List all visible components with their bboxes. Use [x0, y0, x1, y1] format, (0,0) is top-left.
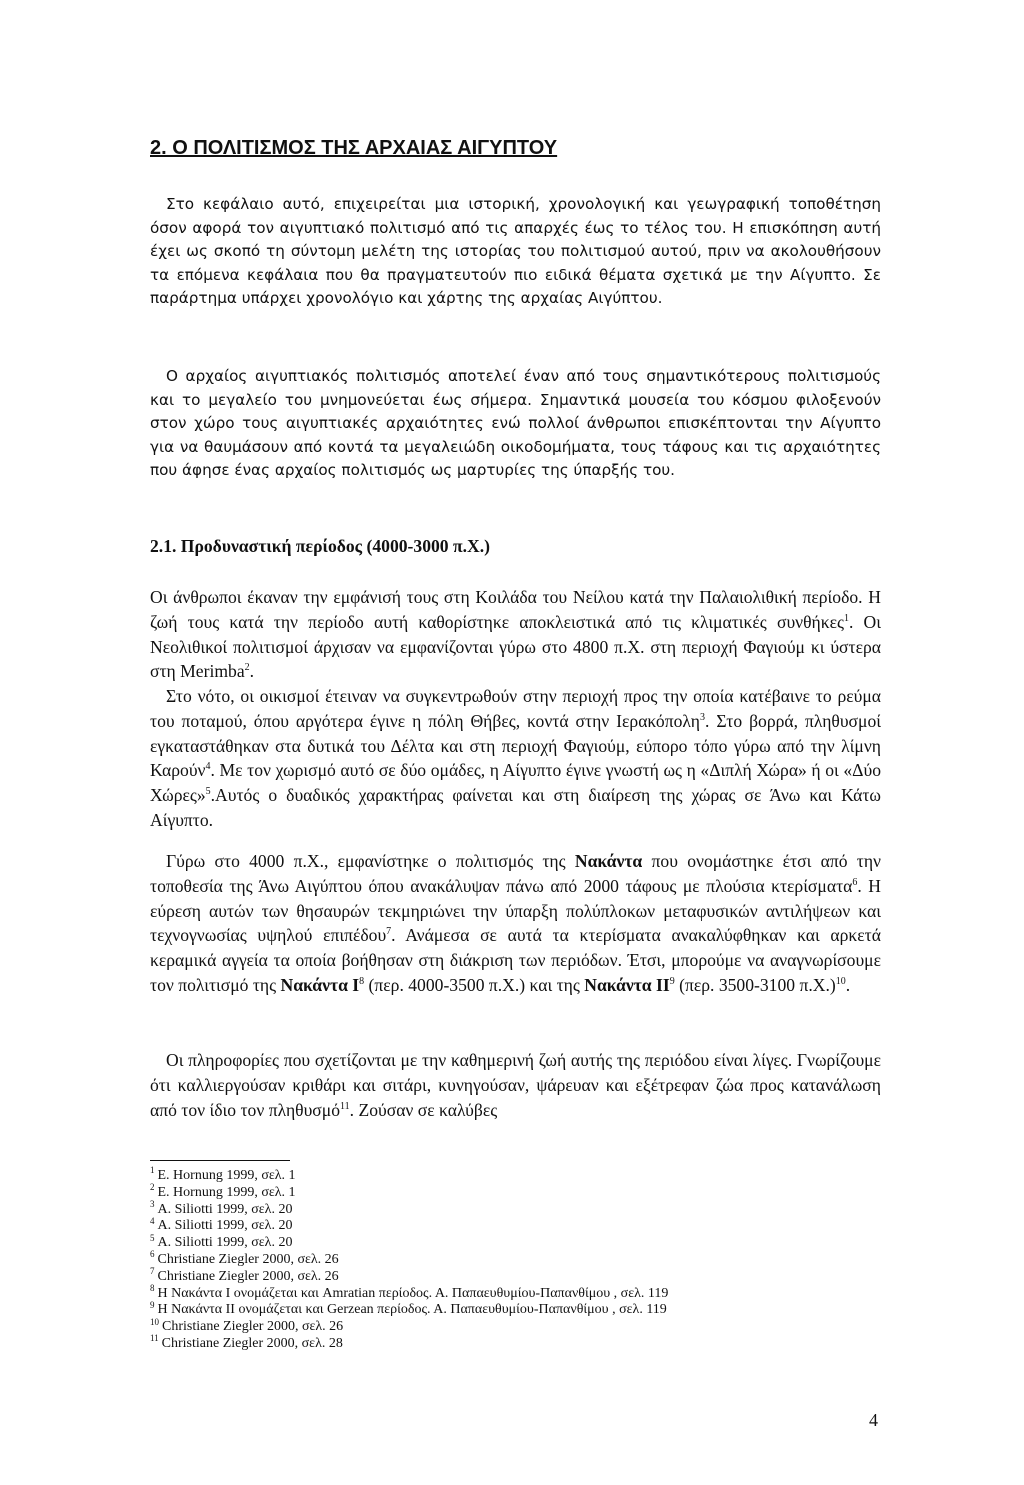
page-number: 4: [869, 1410, 878, 1430]
footnote-ref: 1: [843, 612, 849, 624]
footnote-ref: 4: [205, 761, 211, 773]
body-paragraph-3: Γύρω στο 4000 π.Χ., εμφανίστηκε ο πολιτισμός της Νακάντα που ονομάστηκε έτσι από την τοποθεσία της Άνω Αιγύπτου όπου ανακάλυψαν πάνω από 2000 τάφους με πλούσια κτερίσματα$^6$. Η εύρεση αυτών των θησαυρών τεκμηριώνει την ύπαρξη πολύπλοκων μεταφυσικών αντιλήψεων και τεχνογνωσίας υψηλού επιπέδου$^7$. Ανάμεσα σε αυτά τα κτερίσματα ανακαλύφθηκαν και αρκετά κεραμικά αγγεία τα οποία βοήθησαν στη διάκριση των περιόδων. Έτσι, μπορούμε να αναγνωρίσουμε τον πολιτισμό της Νακάντα $I^8$ (περ. 4000-3500 π.Χ.) και της Νακάντα $II^9$ (περ. 3500-3100 π.Χ.)$^{10}$.: [150, 851, 882, 995]
footnote-item: $^1$ E. Hornung 1999, σελ. 1: [150, 1165, 296, 1183]
footnotes-list: [150, 1165, 890, 1353]
footnote-item: $^6$ Christiane Ziegler 2000, σελ. 26: [150, 1249, 339, 1267]
footnote-ref: 10: [835, 976, 846, 988]
body-paragraph-1: Οι άνθρωποι έκαναν την εμφάνισή τους στη Κοιλάδα του Νείλου κατά την Παλαιολιθική περίοδο. Η ζωή τους κατά την περίοδο αυτή καθορίστηκε αποκλειστικά από τις κλιματικές συνθήκες$^1$. Οι Νεολιθικοί πολιτισμοί άρχισαν να εμφανίζονται γύρω στο 4800 π.Χ. στη περιοχή Φαγιούμ κι ύστερα στη Merimba$^2$.: [150, 587, 881, 682]
chapter-title: 2. Ο ΠΟΛΙΤΙΣΜΟΣ ΤΗΣ ΑΡΧΑΙΑΣ ΑΙΓΥΠΤΟΥ: [150, 137, 558, 159]
footnote-ref: 6: [852, 876, 858, 888]
footnote-item: $^{11}$ Christiane Ziegler 2000, σελ. 28: [150, 1333, 343, 1351]
footnote-item: $^8$ Η Νακάντα Ι ονομάζεται και Amratian περίοδος. Α. Παπαευθυμίου-Παπανθίμου , σελ. 119: [150, 1282, 669, 1301]
section-heading: 2.1. Προδυναστική περίοδος (4000-3000 π.Χ.): [150, 536, 490, 556]
footnote-ref: 2: [244, 662, 250, 674]
body-paragraph-2: Στο νότο, οι οικισμοί έτειναν να συγκεντρωθούν στην περιοχή προς την οποία κατέβαινε το ρεύμα του ποταμού, όπου αργότερα έγινε η πόλη Θήβες, κοντά στην Ιερακόπολη$^3$. Στο βορρά, πληθυσμοί εγκαταστάθηκαν στα δυτικά του Δέλτα και στη περιοχή Φαγιούμ, εύπορο τόπο γύρω από την λίμνη Καρούν$^4$. Με τον χωρισμό αυτό σε δύο ομάδες, η Αίγυπτο έγινε γνωστή ως η «Διπλή Χώρα» ή οι «Δύο Χώρες»$^5$.Αυτός ο δυαδικός χαρακτήρας φαίνεται και στη διαίρεση της χώρας σε Άνω και Κάτω Αίγυπτο.: [150, 686, 881, 830]
footnote-item: $^7$ Christiane Ziegler 2000, σελ. 26: [150, 1266, 339, 1284]
intro-paragraph-1: Στο κεφάλαιο αυτό, επιχειρείται μια ιστορική, χρονολογική και γεωγραφική τοποθέτηση όσον αφορά τον αιγυπτιακό πολιτισμό από τις απαρχές έως το τέλος του. Η επισκόπηση αυτή έχει ως σκοπό τη σύντομη μελέτη της ιστορίας του πολιτισμού αυτού, πριν να ακολουθήσουν τα επόμενα κεφάλαια που θα πραγματευτούν πιο ειδικά θέματα σχετικά με την Αίγυπτο. Σε παράρτημα υπάρχει χρονολόγιο και χάρτης της αρχαίας Αιγύπτου.: [150, 195, 881, 308]
footnote-item: $^{10}$ Christiane Ziegler 2000, σελ. 26: [150, 1316, 344, 1335]
footnote-ref: 5: [205, 786, 211, 798]
intro-paragraph-2: Ο αρχαίος αιγυπτιακός πολιτισμός αποτελεί έναν από τους σημαντικότερους πολιτισμούς και το μεγαλείο του μνημονεύεται έως σήμερα. Σημαντικά μουσεία του κόσμου φιλοξενούν στον χώρο τους αιγυπτιακές αρχαιότητες ενώ πολλοί άνθρωποι επισκέπτονται την Αίγυπτο για να θαυμάσουν από κοντά τα μεγαλειώδη οικοδομήματα, τους τάφους και τις αρχαιότητες που άφησε ένας αρχαίος πολιτισμός ως μαρτυρίες της ύπαρξής του.: [150, 367, 881, 480]
footnote-ref: 9: [669, 976, 675, 988]
footnote-ref: 3: [699, 711, 705, 723]
body-paragraph-4: Οι πληροφορίες που σχετίζονται με την καθημερινή ζωή αυτής της περιόδου είναι λίγες. Γνωρίζουμε ότι καλλιεργούσαν κριθάρι και σιτάρι, κυνηγούσαν, ψάρευαν και εξέτρεφαν ζώα προς κατανάλωση από τον ίδιο τον πληθυσμό$^{11}$. Ζούσαν σε καλύβες: [150, 1050, 881, 1120]
footnote-ref: 7: [386, 926, 392, 938]
footnote-ref: 11: [340, 1100, 350, 1112]
footnote-item: $^4$ A. Siliotti 1999, σελ. 20: [150, 1215, 293, 1234]
footnote-ref: 8: [359, 976, 365, 988]
footnote-item: $^5$ A. Siliotti 1999, σελ. 20: [150, 1232, 293, 1251]
footnote-item: $^9$ Η Νακάντα ΙΙ ονομάζεται και Gerzean περίοδος. Α. Παπαευθυμίου-Παπανθίμου , σελ. 119: [150, 1299, 667, 1318]
footnote-item: $^2$ E. Hornung 1999, σελ. 1: [150, 1182, 296, 1200]
footnote-separator: [150, 1160, 290, 1161]
footnote-item: $^3$ A. Siliotti 1999, σελ. 20: [150, 1198, 293, 1217]
